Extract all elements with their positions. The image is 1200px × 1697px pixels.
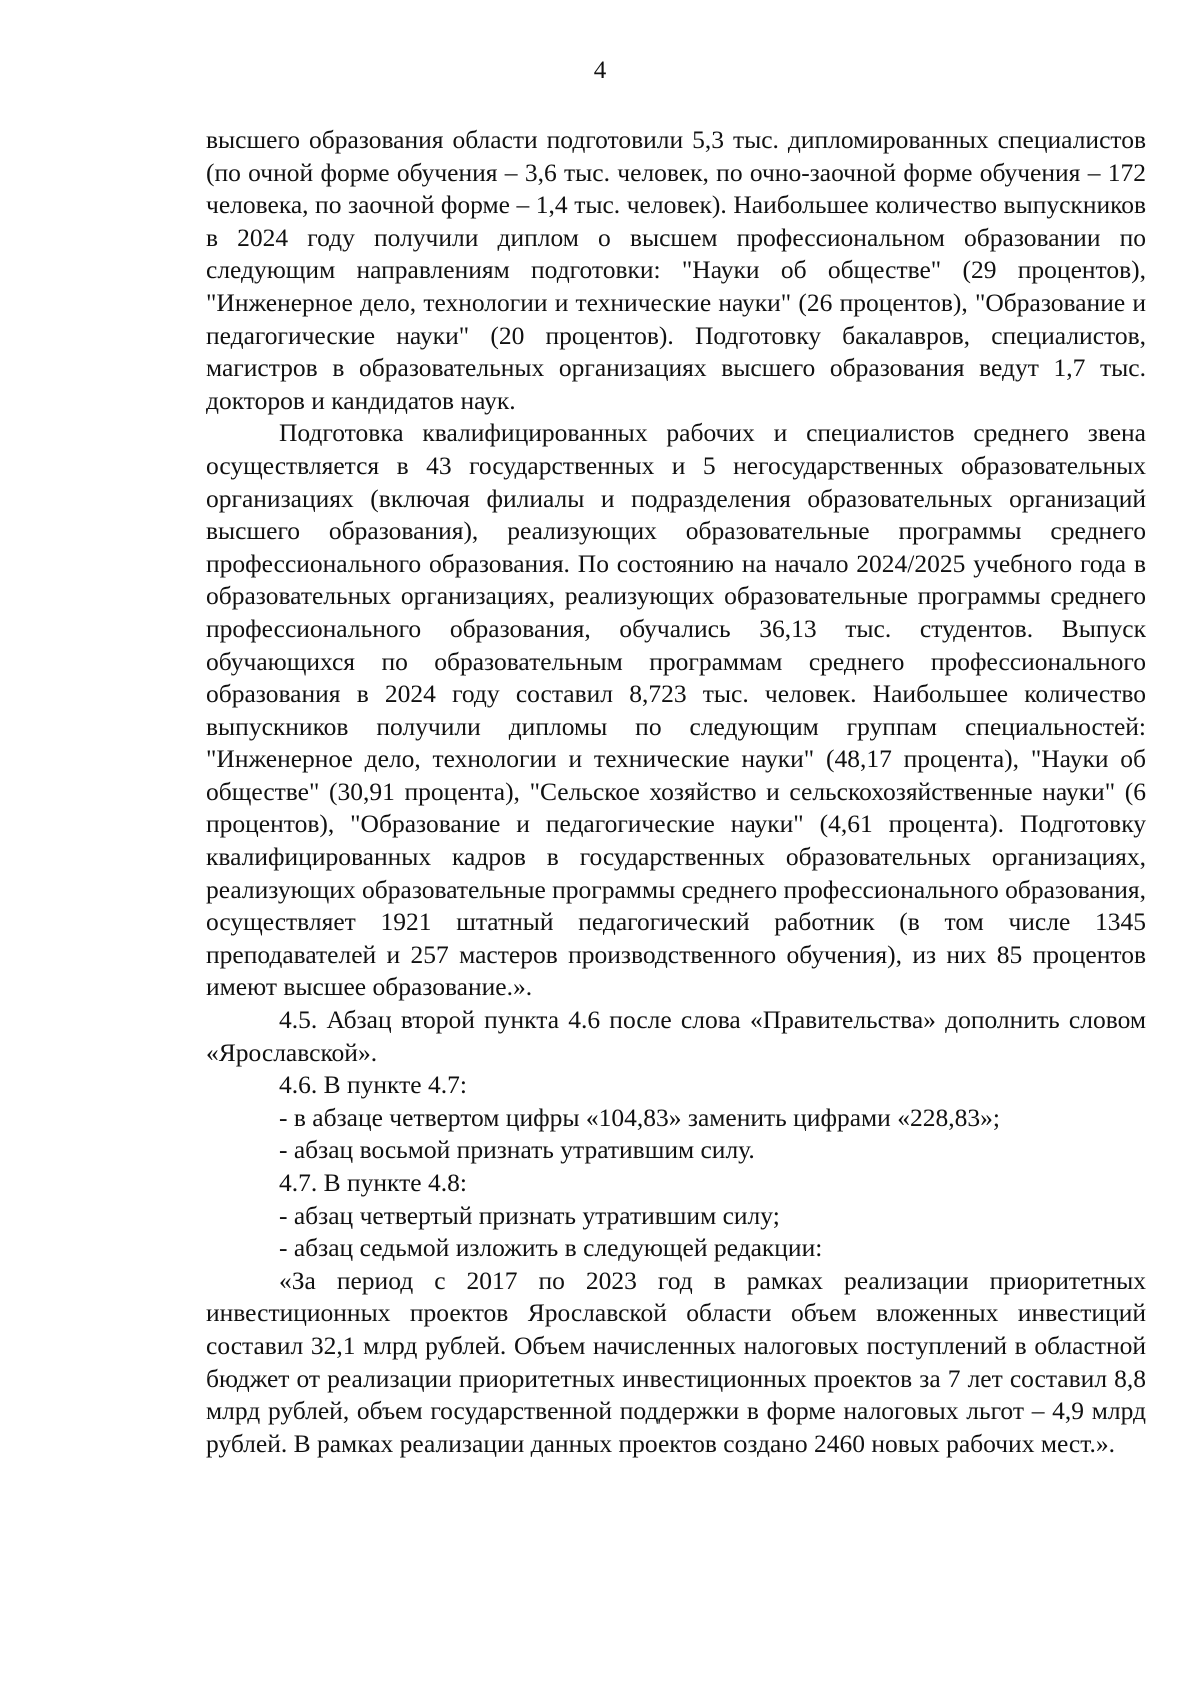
page-number: 4: [593, 57, 607, 84]
paragraph-1: высшего образования области подготовили 5,3 тыс. дипломированных специалистов (по очной форме обучения – 3,6 тыс. человек, по очно-заочной форме обучения – 172 человека, по заочной форме – 1,4 тыс. человек). Наибольшее количество выпускников в 2024 году получили диплом о высшем профессиональном образовании по следующим направлениям подготовки: "Науки об обществе" (29 процентов), "Инженерное дело, технологии и технические науки" (26 процентов), "Образование и педагогические науки" (20 процентов). Подготовку бакалавров, специалистов, магистров в образовательных организациях высшего образования ведут 1,7 тыс. докторов и кандидатов наук.: [206, 125, 1146, 415]
paragraph-4: 4.6. В пункте 4.7:: [279, 1070, 467, 1100]
paragraph-3: 4.5. Абзац второй пункта 4.6 после слова «Правительства» дополнить словом «Ярославской».: [206, 1005, 1146, 1067]
paragraph-6: - абзац восьмой признать утратившим силу.: [279, 1135, 755, 1165]
paragraph-8: - абзац четвертый признать утратившим силу;: [279, 1200, 780, 1230]
paragraph-9: - абзац седьмой изложить в следующей редакции:: [279, 1233, 823, 1263]
paragraph-2: Подготовка квалифицированных рабочих и специалистов среднего звена осуществляется в 43 государственных и 5 негосударственных образовательных организациях (включая филиалы и подразделения образовательных организаций высшего образования), реализующих образовательные программы среднего профессионального образования. По состоянию на начало 2024/2025 учебного года в образовательных организациях, реализующих образовательные программы среднего профессионального образования, обучались 36,13 тыс. студентов. Выпуск обучающихся по образовательным программам среднего профессионального образования в 2024 году составил 8,723 тыс. человек. Наибольшее количество выпускников получили дипломы по следующим группам специальностей: "Инженерное дело, технологии и технические науки" (48,17 процента), "Науки об обществе" (30,91 процента), "Сельское хозяйство и сельскохозяйственные науки" (6 процентов), "Образование и педагогические науки" (4,61 процента). Подготовку квалифицированных кадров в государственных образовательных организациях, реализующих образовательные программы среднего профессионального образования, осуществляет 1921 штатный педагогический работник (в том числе 1345 преподавателей и 257 мастеров производственного обучения), из них 85 процентов имеют высшее образование.».: [206, 418, 1146, 1002]
paragraph-7: 4.7. В пункте 4.8:: [279, 1168, 467, 1197]
document-body: [206, 124, 1146, 1460]
paragraph-10: «За период с 2017 по 2023 год в рамках реализации приоритетных инвестиционных проектов Ярославской области объем вложенных инвестиций составил 32,1 млрд рублей. Объем начисленных налоговых поступлений в областной бюджет от реализации приоритетных инвестиционных проектов за 7 лет составил 8,8 млрд рублей, объем государственной поддержки в форме налоговых льгот – 4,9 млрд рублей. В рамках реализации данных проектов создано 2460 новых рабочих мест.».: [206, 1265, 1146, 1458]
paragraph-5: - в абзаце четвертом цифры «104,83» заменить цифрами «228,83»;: [279, 1102, 1000, 1132]
